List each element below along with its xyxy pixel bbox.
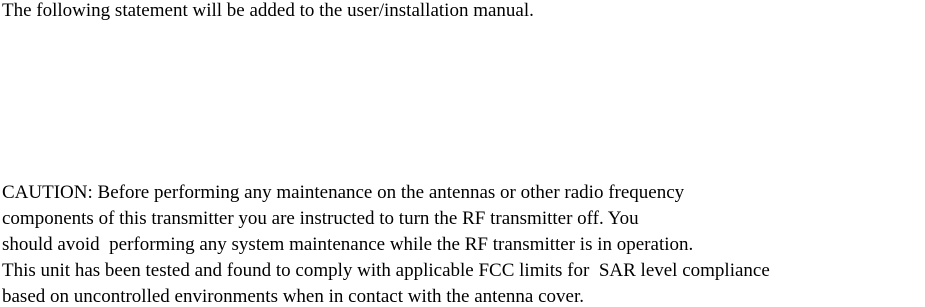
compliance-line: based on uncontrolled environments when in contact with the antenna cover. (2, 286, 584, 307)
intro-statement: The following statement will be added to the user/installation manual. (2, 0, 534, 21)
caution-line: CAUTION: Before performing any maintenance on the antennas or other radio frequency (2, 182, 685, 203)
caution-line: components of this transmitter you are instructed to turn the RF transmitter off. You (2, 208, 639, 229)
caution-line: should avoid performing any system maintenance while the RF transmitter is in operation. (2, 234, 694, 255)
compliance-line: This unit has been tested and found to comply with applicable FCC limits for SAR level compliance (2, 260, 770, 281)
